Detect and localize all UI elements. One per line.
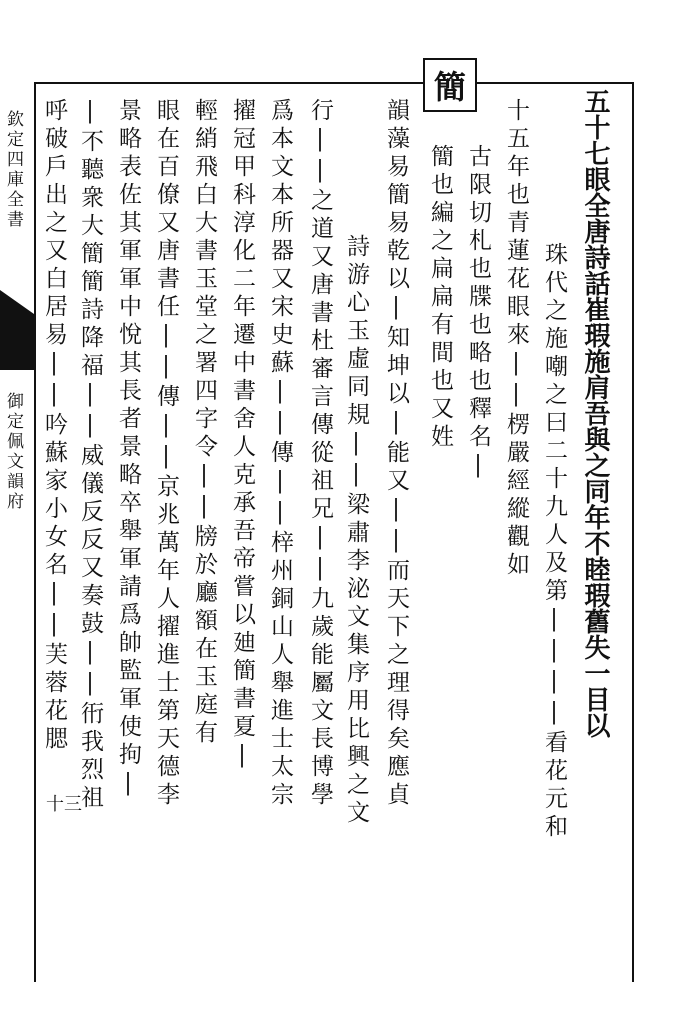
right-border xyxy=(632,82,634,982)
headword-box: 簡 xyxy=(423,58,477,112)
text-column-10: 擢冠甲科淳化二年遷中書舍人克承吾帝嘗以廸簡書夏| xyxy=(229,98,255,773)
text-column-11: 輕綃飛白大書玉堂之署四字令||牓於廳額在玉庭有 xyxy=(191,98,217,748)
text-column-4: 古限切札也牒也略也釋名| xyxy=(465,144,491,483)
text-column-9: 爲本文本所器又宋史蘇||傳||梓州銅山人舉進士太宗 xyxy=(267,98,293,810)
text-column-2: 珠代之施嘲之曰二十九人及第||||看花元和 xyxy=(541,242,567,842)
text-column-5: 簡也編之扁扁有間也又姓 xyxy=(427,144,453,452)
book-title: 欽定四庫全書 xyxy=(3,110,23,230)
text-column-3: 十五年也青蓮花眼來||楞嚴經縱觀如 xyxy=(503,98,529,580)
section-tab xyxy=(0,290,34,370)
top-border xyxy=(34,82,634,84)
text-column-8: 行||之道又唐書杜審言傳從祖兄||九歲能屬文長博學 xyxy=(307,98,333,810)
text-column-6: 韻藻易簡易乾以|知坤以|能又||而天下之理得矣應貞 xyxy=(383,98,409,810)
volume-title: 御定佩文韻府 xyxy=(3,392,23,512)
left-border xyxy=(34,82,36,982)
main-frame xyxy=(34,62,634,942)
text-column-7: 詩游心玉虛同規||梁肅李泌文集序用比興之文 xyxy=(343,234,369,828)
text-column-12: 眼在百僚又唐書任||傳||京兆萬年人擢進士第天德李 xyxy=(153,98,179,810)
page-number: 十三 xyxy=(46,794,82,815)
text-column-14: |不聽衆大簡簡詩降福||威儀反反又奏鼓||衎我烈祖 xyxy=(77,98,103,813)
text-column-1: 五十七眼全唐詩話崔瑕施肩吾與之同年不睦瑕舊失一目以 xyxy=(580,88,610,738)
text-column-15: 呼破戶出之又白居易||吟蘇家小女名||芙蓉花腮 xyxy=(41,98,67,754)
text-column-13: 景略表佐其軍軍中悅其長者景略卒舉軍請爲帥監軍使拘| xyxy=(115,98,141,801)
